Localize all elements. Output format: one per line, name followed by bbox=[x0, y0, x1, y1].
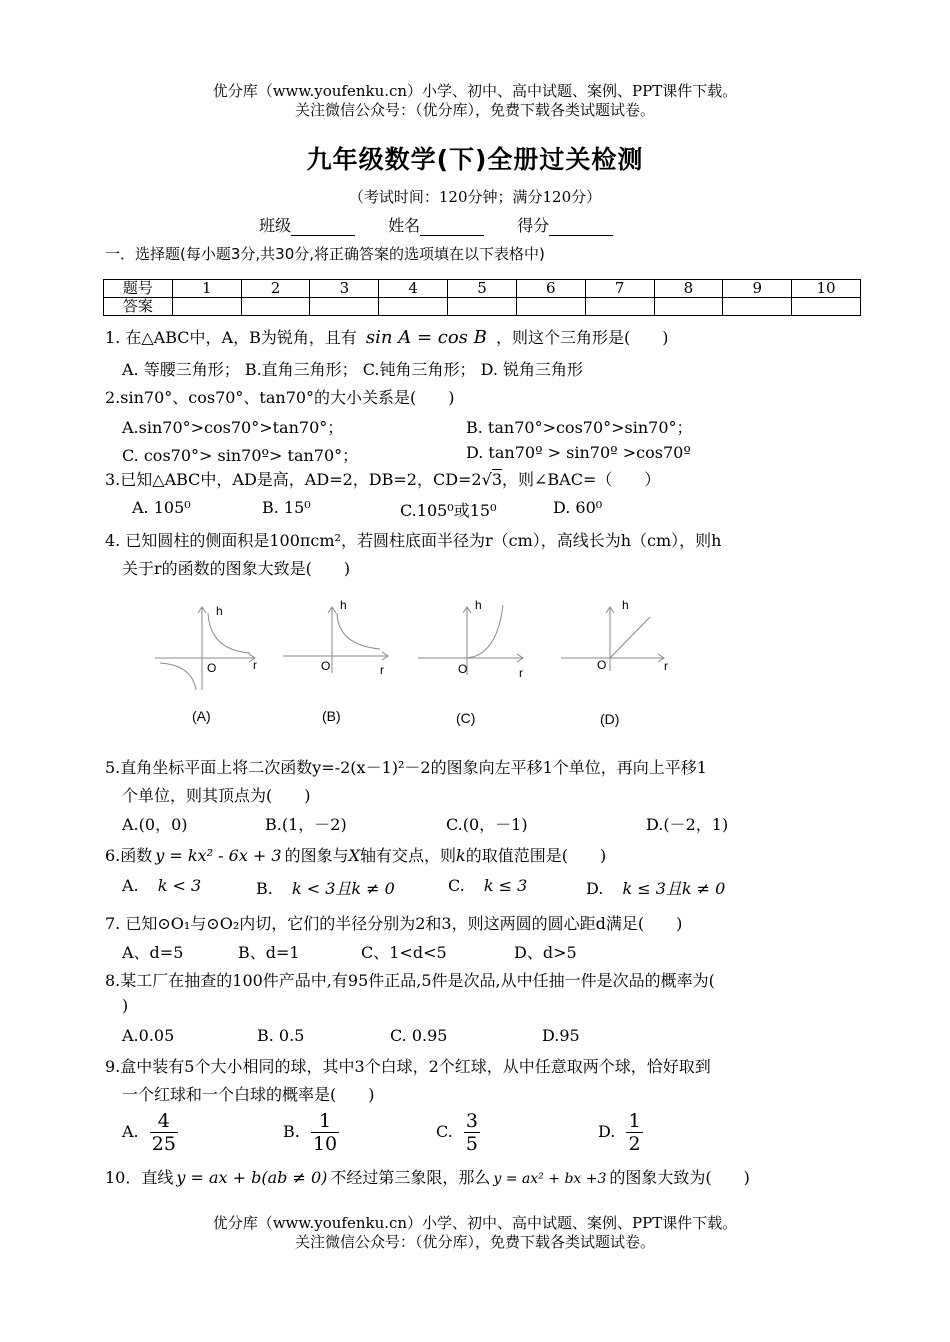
q3-option-a: A. 105⁰ bbox=[132, 498, 191, 517]
footer-line-2: 关注微信公众号：（优分库），免费下载各类试题试卷。 bbox=[294, 1233, 655, 1251]
q6-option-d-label: D. bbox=[586, 879, 604, 898]
header-line-1: 优分库（www.youfenku.cn）小学、初中、高中试题、案例、PPT课件下载。 bbox=[212, 82, 738, 100]
q8-option-d: D.95 bbox=[542, 1026, 580, 1045]
question-7: 7. 已知⊙O₁与⊙O₂内切，它们的半径分别为2和3，则这两圆的圆心距d满足( ) bbox=[105, 914, 683, 933]
class-blank[interactable] bbox=[291, 219, 355, 236]
question-6 bbox=[105, 843, 606, 866]
table-row-answers bbox=[104, 298, 861, 316]
q6-suffix-b: 轴有交点，则 bbox=[359, 846, 456, 865]
answer-cell[interactable] bbox=[379, 298, 448, 316]
answer-cell[interactable] bbox=[516, 298, 585, 316]
q6-option-a bbox=[122, 876, 201, 895]
question-8-line-1: 8.某工厂在抽查的100件产品中,有95件正品,5件是次品,从中任抽一件是次品的概率为( bbox=[105, 971, 715, 990]
table-header-cell: 题号 bbox=[104, 280, 173, 298]
q9-option-b-label: B. bbox=[283, 1122, 300, 1141]
graph-b bbox=[280, 595, 395, 695]
q6-option-c-text: k ≤ 3 bbox=[483, 876, 528, 895]
q6-option-b bbox=[256, 876, 395, 899]
question-10 bbox=[105, 1165, 750, 1188]
q6-x-var: X bbox=[348, 846, 360, 865]
q1-suffix: ，则这个三角形是( ) bbox=[495, 328, 669, 347]
graph-b-h-label: h bbox=[340, 598, 347, 612]
header-line-2: 关注微信公众号：（优分库），免费下载各类试题试卷。 bbox=[294, 101, 655, 119]
table-number-cell: 1 bbox=[172, 280, 241, 298]
q9-option-c-fraction bbox=[464, 1110, 480, 1155]
q10-suffix: 的图象大致为( ) bbox=[609, 1168, 750, 1187]
q9-option-c-num: 3 bbox=[465, 1110, 478, 1132]
graph-b-r-label: r bbox=[380, 663, 384, 677]
q6-option-d-text: k ≤ 3且k ≠ 0 bbox=[622, 879, 726, 898]
answer-cell[interactable] bbox=[792, 298, 861, 316]
q9-option-d-label: D. bbox=[598, 1122, 616, 1141]
graph-c-h-label: h bbox=[475, 598, 482, 612]
table-row-numbers bbox=[104, 280, 861, 298]
name-label: 姓名 bbox=[388, 216, 421, 235]
q9-option-c-label: C. bbox=[436, 1122, 453, 1141]
table-number-cell: 3 bbox=[310, 280, 379, 298]
q6-prefix: 6.函数 bbox=[105, 846, 153, 865]
q2-option-a: A.sin70°>cos70°>tan70°； bbox=[122, 418, 344, 437]
q3-stem-a: 3.已知△ABC中，AD是高，AD=2，DB=2，CD=2 bbox=[105, 470, 482, 489]
question-3 bbox=[105, 467, 660, 490]
graph-c-r-label: r bbox=[519, 666, 523, 680]
question-5-line-2: 个单位，则其顶点为( ) bbox=[122, 786, 311, 805]
class-label: 班级 bbox=[259, 216, 292, 235]
question-5-line-1: 5.直角坐标平面上将二次函数y=-2(x－1)²－2的图象向左平移1个单位，再向上平移1 bbox=[105, 758, 707, 777]
q10-formula-2: y = ax² + bx +3 bbox=[493, 1171, 607, 1187]
q9-option-a-num: 4 bbox=[150, 1110, 178, 1133]
q2-option-b: B. tan70°>cos70°>sin70°； bbox=[466, 418, 693, 437]
q5-option-b: B.(1，－2) bbox=[265, 815, 347, 834]
score-label: 得分 bbox=[517, 216, 550, 235]
q5-option-d: D.(－2，1) bbox=[646, 815, 729, 834]
graph-d-r-label: r bbox=[664, 659, 668, 673]
q2-option-d: D. tan70º > sin70º >cos70º bbox=[466, 443, 691, 462]
q10-mid: 不经过第三象限，那么 bbox=[330, 1168, 491, 1187]
q8-option-b: B. 0.5 bbox=[257, 1026, 305, 1045]
answer-cell[interactable] bbox=[654, 298, 723, 316]
q9-option-b-fraction bbox=[311, 1110, 339, 1155]
answer-cell[interactable] bbox=[172, 298, 241, 316]
q6-option-c-label: C. bbox=[448, 876, 465, 895]
q9-option-c-den: 5 bbox=[465, 1133, 478, 1155]
table-number-cell: 4 bbox=[379, 280, 448, 298]
q7-option-b: B、d=1 bbox=[238, 943, 300, 962]
q6-option-a-text: k < 3 bbox=[157, 876, 202, 895]
q6-k-var: k bbox=[456, 846, 466, 865]
answer-cell[interactable] bbox=[448, 298, 517, 316]
student-fields bbox=[259, 213, 641, 236]
q3-option-c: C.105⁰或15⁰ bbox=[400, 501, 497, 520]
table-number-cell: 8 bbox=[654, 280, 723, 298]
q6-option-b-text: k < 3且k ≠ 0 bbox=[291, 879, 395, 898]
q10-formula-1: y = ax + b(ab ≠ 0) bbox=[176, 1168, 328, 1187]
q3-option-d: D. 60⁰ bbox=[553, 498, 603, 517]
q6-option-b-label: B. bbox=[256, 879, 273, 898]
answer-cell[interactable] bbox=[241, 298, 310, 316]
q9-option-d bbox=[598, 1110, 643, 1155]
graph-a-h-label: h bbox=[216, 604, 223, 618]
graph-a bbox=[150, 595, 260, 695]
graph-b-label: (B) bbox=[322, 708, 341, 724]
q9-option-d-den: 2 bbox=[628, 1133, 641, 1155]
answer-cell[interactable] bbox=[310, 298, 379, 316]
question-8-line-2: ) bbox=[122, 996, 129, 1015]
q6-suffix-c: 的取值范围是( ) bbox=[465, 846, 607, 865]
q9-option-a-label: A. bbox=[122, 1122, 139, 1141]
graph-c bbox=[415, 595, 530, 695]
table-number-cell: 7 bbox=[585, 280, 654, 298]
q10-prefix: 10．直线 bbox=[105, 1168, 174, 1187]
q3-sqrt-value: 3 bbox=[491, 470, 502, 489]
q6-formula: y = kx² - 6x + 3 bbox=[155, 846, 282, 865]
sqrt-icon: √ bbox=[481, 470, 492, 489]
q3-stem-b: ，则∠BAC=（ ） bbox=[502, 470, 661, 489]
question-4-line-1: 4. 已知圆柱的侧面积是100πcm²，若圆柱底面半径为r（cm），高线长为h（cm），则h bbox=[105, 531, 722, 550]
answer-cell[interactable] bbox=[723, 298, 792, 316]
table-number-cell: 6 bbox=[516, 280, 585, 298]
question-1 bbox=[105, 325, 668, 348]
graph-a-origin-label: O bbox=[207, 661, 217, 675]
q9-option-a-fraction bbox=[150, 1110, 178, 1155]
graph-d bbox=[558, 595, 673, 695]
graph-a-r-label: r bbox=[253, 658, 257, 672]
q8-option-a: A.0.05 bbox=[122, 1026, 175, 1045]
exam-info: （考试时间：120分钟；满分120分） bbox=[348, 188, 602, 206]
q6-option-c bbox=[448, 876, 527, 895]
graph-c-origin-label: O bbox=[458, 662, 468, 676]
footer-line-1: 优分库（www.youfenku.cn）小学、初中、高中试题、案例、PPT课件下载。 bbox=[212, 1214, 738, 1232]
q9-option-d-fraction bbox=[626, 1110, 642, 1155]
graph-d-h-label: h bbox=[622, 598, 629, 612]
question-9-line-2: 一个红球和一个白球的概率是( ) bbox=[122, 1085, 375, 1104]
section-heading: 一．选择题(每小题3分,共30分,将正确答案的选项填在以下表格中) bbox=[105, 245, 545, 263]
table-number-cell: 10 bbox=[792, 280, 861, 298]
page-title: 九年级数学(下)全册过关检测 bbox=[306, 145, 644, 174]
q9-option-b-den: 10 bbox=[312, 1133, 338, 1155]
q9-option-a bbox=[122, 1110, 178, 1155]
q9-option-b bbox=[283, 1110, 339, 1155]
graph-a-label: (A) bbox=[192, 708, 211, 724]
answer-table bbox=[103, 279, 861, 316]
graph-d-label: (D) bbox=[600, 711, 620, 727]
q9-option-b-num: 1 bbox=[311, 1110, 339, 1133]
q7-option-a: A、d=5 bbox=[122, 943, 184, 962]
graph-b-origin-label: O bbox=[321, 659, 331, 673]
q7-option-c: C、1<d<5 bbox=[361, 943, 447, 962]
q1-formula: sin A = cos B bbox=[365, 327, 487, 348]
q8-option-c: C. 0.95 bbox=[390, 1026, 448, 1045]
q9-option-c bbox=[436, 1110, 480, 1155]
table-number-cell: 9 bbox=[723, 280, 792, 298]
answer-cell[interactable] bbox=[585, 298, 654, 316]
table-header-cell: 答案 bbox=[104, 298, 173, 316]
name-blank[interactable] bbox=[420, 219, 484, 236]
q9-option-d-num: 1 bbox=[628, 1110, 641, 1132]
q3-option-b: B. 15⁰ bbox=[262, 498, 311, 517]
q6-suffix-a: 的图象与 bbox=[284, 846, 349, 865]
q2-option-c: C. cos70°> sin70º> tan70°； bbox=[122, 446, 359, 465]
question-2: 2.sin70°、cos70°、tan70°的大小关系是( ) bbox=[105, 388, 455, 407]
q1-prefix: 1. 在△ABC中，A，B为锐角，且有 bbox=[105, 328, 357, 347]
q5-option-a: A.(0，0) bbox=[122, 815, 188, 834]
question-9-line-1: 9.盒中装有5个大小相同的球，其中3个白球，2个红球，从中任意取两个球，恰好取到 bbox=[105, 1057, 711, 1076]
table-number-cell: 5 bbox=[448, 280, 517, 298]
q6-option-a-label: A. bbox=[122, 876, 139, 895]
graph-c-label: (C) bbox=[456, 710, 476, 726]
q1-options: A. 等腰三角形； B.直角三角形； C.钝角三角形； D. 锐角三角形 bbox=[122, 360, 584, 379]
q6-option-d bbox=[586, 876, 725, 899]
score-blank[interactable] bbox=[549, 219, 613, 236]
q5-option-c: C.(0，－1) bbox=[446, 815, 528, 834]
q9-option-a-den: 25 bbox=[151, 1133, 176, 1155]
q7-option-d: D、d>5 bbox=[514, 943, 577, 962]
table-number-cell: 2 bbox=[241, 280, 310, 298]
graph-d-origin-label: O bbox=[597, 658, 607, 672]
question-4-line-2: 关于r的函数的图象大致是( ) bbox=[122, 559, 351, 578]
